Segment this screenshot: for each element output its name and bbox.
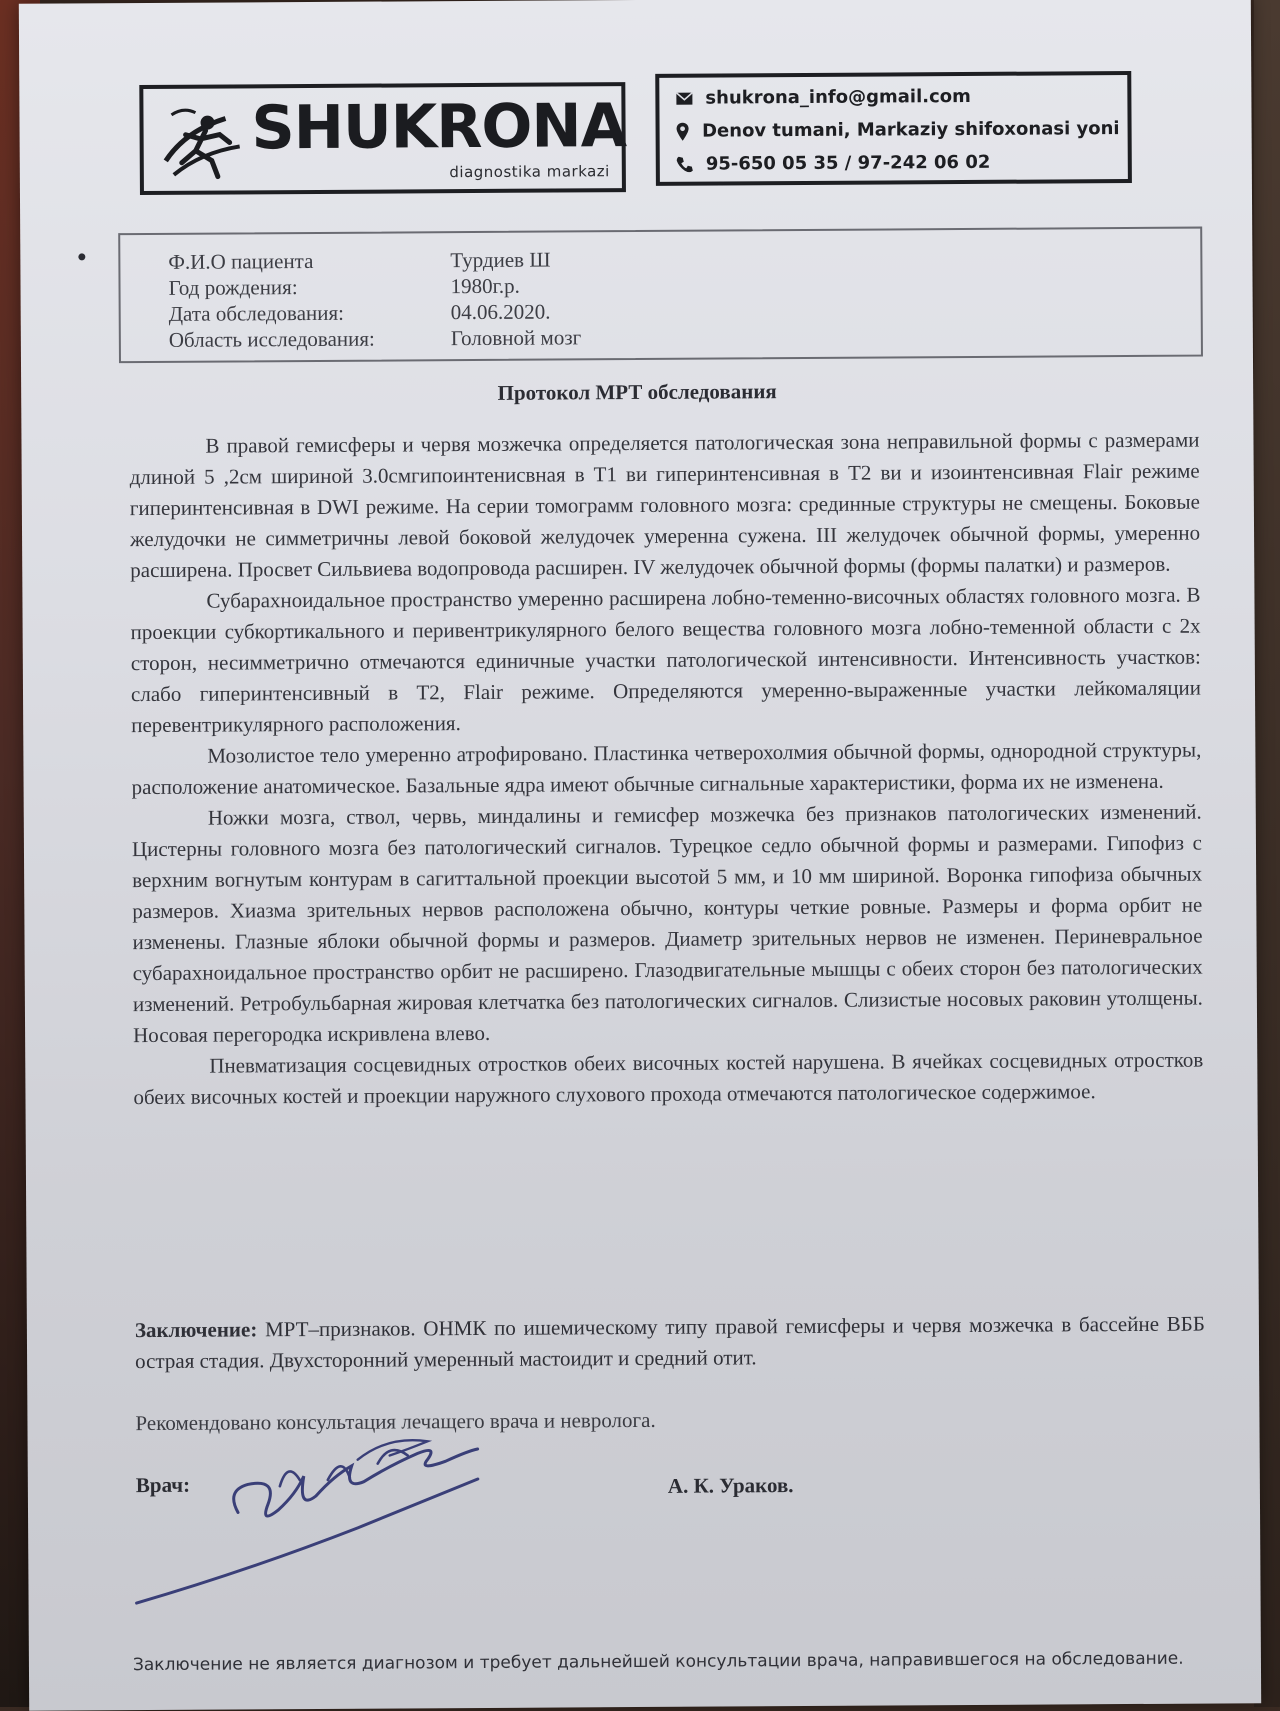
protocol-paragraph: В правой гемисферы и червя мозжечка определяется патологическая зона неправильной формы с размерами длиной 5 ,2см шириной 3.0смгипоинтенисвная в Т1 ви гиперинтенсивная в Т2 ви и изоинтенсивная Flair режиме гиперинтенсивная в DWI режиме. На серии томограмм головного мозга: срединные структуры не смещены. Боковые желудочки не симметричны левой боковой желудочек умеренна сужена. III желудочек обычной формы, умеренно расширена. Просвет Сильвиева водопровода расширен. IV желудочек обычной формы (формы палатки) и размеров.	[129, 427, 1201, 583]
conclusion	[135, 1309, 1205, 1378]
logo-box	[139, 82, 626, 195]
patient-name-label: Ф.И.О пациента	[168, 248, 314, 274]
contact-email: shukrona_info@gmail.com	[705, 85, 971, 109]
signature-drawing	[127, 1419, 548, 1622]
contact-phone-row	[674, 145, 1120, 181]
contact-address: Denov tumani, Markaziy shifoxonasi yoni	[702, 118, 1120, 142]
recommendation: Рекомендовано консультация лечащего врача и невролога.	[135, 1407, 656, 1436]
protocol-paragraph: Пневматизация сосцевидных отростков обеих височных костей нарушена. В ячейках сосцевидных отростков обеих височных костей и проекции наружного слухового прохода отмечаются патологическое содержимое.	[133, 1047, 1204, 1110]
footer-disclaimer: Заключение не является диагнозом и требует дальнейшей консультации врача, направившегося на обследование.	[132, 1648, 1184, 1676]
birth-year-value: 1980г.р.	[450, 273, 520, 299]
running-figure-icon	[155, 100, 246, 185]
exam-area-label: Область исследования:	[168, 326, 375, 352]
exam-date-value: 04.06.2020.	[450, 299, 551, 325]
contact-address-row	[673, 112, 1119, 148]
protocol-paragraph: Мозолистое тело умеренно атрофировано. Пластинка четверохолмия обычной формы, однородной структуры, расположение анатомическое. Базальные ядра имеют обычные сигнальные характеристики, форма их не изменена.	[131, 737, 1202, 800]
contact-email-row	[673, 79, 1119, 115]
bullet-dot	[78, 253, 85, 260]
email-icon	[673, 91, 695, 105]
protocol-body	[129, 425, 1203, 1114]
protocol-paragraph: Субарахноидальное пространство умеренно расширена лобно-теменно-височных областях головного мозга. В проекции субкортикального и перивентрикулярного белого вещества головного мозга лобно-теменной области с 2х сторон, несимметрично отмечаются единичные участки патологической интенсивности. Интенсивность участков: слабо гиперинтенсивный в Т2, Flair режиме. Определяются умеренно-выраженные участки лейкомаляции перевентрикулярного расположения.	[130, 582, 1202, 738]
patient-name-value: Турдиев Ш	[450, 247, 551, 273]
exam-area-row	[169, 321, 1201, 353]
contact-box	[655, 71, 1132, 186]
phone-icon	[674, 155, 696, 173]
birth-year-label: Год рождения:	[168, 275, 298, 300]
protocol-paragraph: Ножки мозга, ствол, червь, миндалины и гемисфер мозжечка без признаков патологических изменений. Цистерны головного мозга без патологический сигналов. Турецкое седло обычной формы и размерами. Гипофиз с верхним вогнутым контурам в сагиттальной проекции высотой 5 мм, и 10 мм шириной. Воронка гипофиза обычных размеров. Хиазма зрительных нервов расположена обычно, контуры четкие ровные. Размеры и форма орбит не изменены. Глазные яблоки обычной формы и размеров. Диаметр зрительных нервов не изменен. Периневральное субарахноидальное пространство орбит не расширено. Глазодвигательные мышцы с обеих сторон без патологических изменений. Ретробульбарная жировая клетчатка без патологических сигналов. Слизистые носовых раковин утолщены. Носовая перегородка искривлена влево.	[131, 799, 1203, 1048]
doctor-label: Врач:	[135, 1472, 191, 1498]
patient-info-box	[118, 227, 1203, 364]
conclusion-text: МРТ–признаков. ОНМК по ишемическому типу правой гемисферы и червя мозжечка в бассейне ВББ острая стадия. Двухсторонний умеренный мастоидит и средний отит.	[135, 1311, 1205, 1374]
contact-phones: 95-650 05 35 / 97-242 06 02	[705, 151, 991, 175]
document-page	[19, 0, 1261, 1711]
exam-area-value: Головной мозг	[450, 325, 582, 351]
location-pin-icon	[674, 121, 693, 141]
brand-name: SHUKRONA	[251, 91, 627, 164]
exam-date-label: Дата обследования:	[168, 300, 345, 326]
protocol-title: Протокол МРТ обследования	[497, 379, 777, 405]
brand-subtitle: diagnostika markazi	[449, 162, 610, 182]
conclusion-label: Заключение:	[134, 1317, 258, 1343]
doctor-name: А. К. Ураков.	[667, 1473, 794, 1498]
